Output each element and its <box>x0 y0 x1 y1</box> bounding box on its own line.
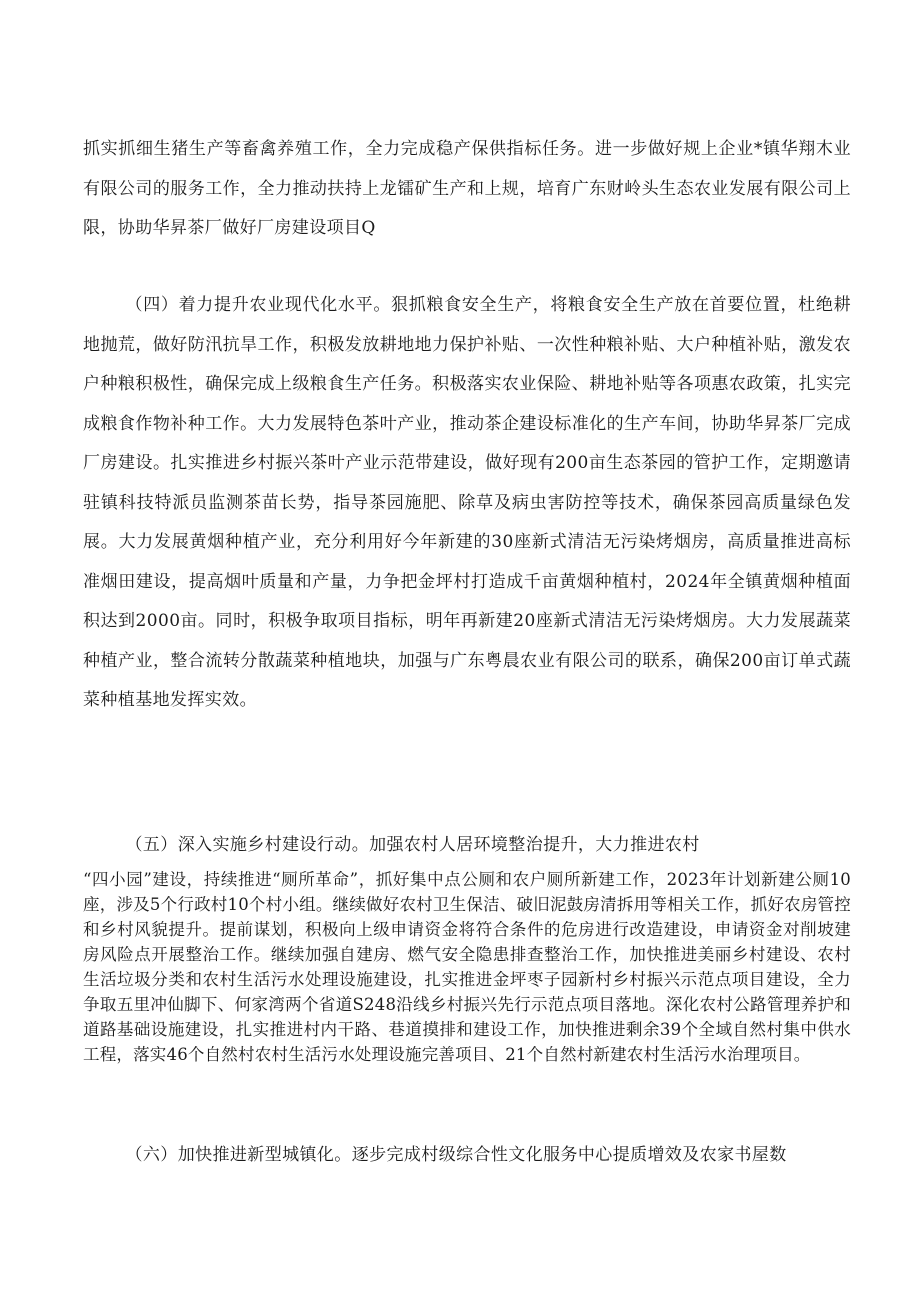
paragraph-urbanization: （六）加快推进新型城镇化。逐步完成村级综合性文化服务中心提质增效及农家书屋数 <box>125 1145 787 1165</box>
paragraph-rural-construction-heading: （五）深入实施乡村建设行动。加强农村人居环境整治提升，大力推进农村 <box>125 835 700 855</box>
paragraph-agriculture-modernization: （四）着力提升农业现代化水平。狠抓粮食安全生产，将粮食安全生产放在首要位置，杜绝耕地抛荒，做好防汛抗旱工作，积极发放耕地地力保护补贴、一次性种粮补贴、大户种植补贴，激发农户种粮积极性，确保完成上级粮食生产任务。积极落实农业保险、耕地补贴等各项惠农政策，扎实完成粮食作物补种工作。大力发展特色茶叶产业，推动茶企建设标准化的生产车间，协助华昇茶厂完成厂房建设。扎实推进乡村振兴茶叶产业示范带建设，做好现有200亩生态茶园的管护工作，定期邀请驻镇科技特派员监测茶苗长势，指导茶园施肥、除草及病虫害防控等技术，确保茶园高质量绿色发展。大力发展黄烟种植产业，充分利用好今年新建的30座新式清洁无污染烤烟房，高质量推进高标准烟田建设，提高烟叶质量和产量，力争把金坪村打造成千亩黄烟种植村，2024年全镇黄烟种植面积达到2000亩。同时，积极争取项目指标，明年再新建20座新式清洁无污染烤烟房。大力发展蔬菜种植产业，整合流转分散蔬菜种植地块，加强与广东粤晨农业有限公司的联系，确保200亩订单式蔬菜种植基地发挥实效。 <box>83 295 851 710</box>
paragraph-rural-construction-body: “四小园”建设，持续推进“厕所革命”，抓好集中点公厕和农户厕所新建工作，2023年计划新建公厕10座，涉及5个行政村10个村小组。继续做好农村卫生保洁、破旧泥鼓房清拆用等相关工作，抓好农房管控和乡村风貌提升。提前谋划，积极向上级申请资金将符合条件的危房进行改造建设，申请资金对削坡建房风险点开展整治工作。继续加强自建房、燃气安全隐患排查整治工作，加快推进美丽乡村建设、农村生活垃圾分类和农村生活污水处理设施建设，扎实推进金坪枣子园新村乡村振兴示范点项目建设，全力争取五里冲仙脚下、何家湾两个省道S248沿线乡村振兴先行示范点项目落地。深化农村公路管理养护和道路基础设施建设，扎实推进村内干路、巷道摸排和建设工作，加快推进剩余39个全域自然村集中供水工程，落实46个自然村农村生活污水处理设施完善项目、21个自然村新建农村生活污水治理项目。 <box>83 870 851 1064</box>
paragraph-livestock: 抓实抓细生猪生产等畜禽养殖工作，全力完成稳产保供指标任务。进一步做好规上企业*镇华翔木业有限公司的服务工作，全力推动扶持上龙镭矿生产和上规，培育广东财岭头生态农业发展有限公司上限，协助华昇茶厂做好厂房建设项目Q <box>83 139 851 238</box>
